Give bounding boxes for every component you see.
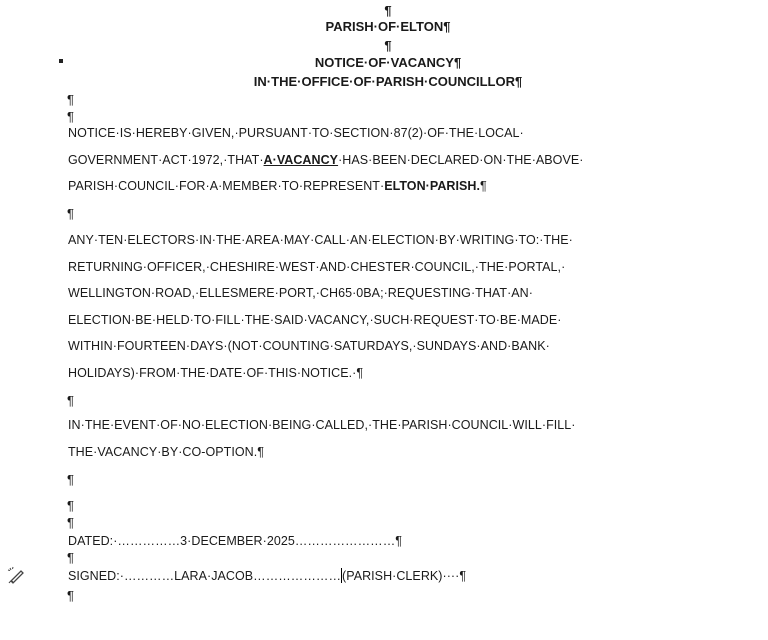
- paragraph-2-line-1: ANY·TEN·ELECTORS·IN·THE·AREA·MAY·CALL·AN·ELECTION·BY·WRITING·TO:·THE·: [68, 233, 573, 247]
- office-title: IN·THE·OFFICE·OF·PARISH·COUNCILLOR¶: [253, 74, 523, 89]
- empty-paragraph: ¶: [67, 472, 74, 487]
- text-run: SIGNED:·…………LARA·JACOB…………………: [68, 569, 342, 583]
- paragraph-3-line-1: IN·THE·EVENT·OF·NO·ELECTION·BEING·CALLED,·THE·PARISH·COUNCIL·WILL·FILL·: [68, 418, 576, 432]
- signed-line: [68, 568, 466, 583]
- text-run: ·HAS·BEEN·DECLARED·ON·THE·ABOVE·: [338, 153, 584, 167]
- paragraph-2-line-6: HOLIDAYS)·FROM·THE·DATE·OF·THIS·NOTICE.·¶: [68, 366, 364, 380]
- paragraph-1-line-1: NOTICE·IS·HEREBY·GIVEN,·PURSUANT·TO·SECTION·87(2)·OF·THE·LOCAL·: [68, 126, 524, 140]
- paragraph-1-line-3: [68, 179, 487, 193]
- empty-paragraph: ¶: [67, 393, 74, 408]
- pilcrow-mark: ¶: [384, 3, 392, 18]
- paragraph-2-line-4: ELECTION·BE·HELD·TO·FILL·THE·SAID·VACANCY,·SUCH·REQUEST·TO·BE·MADE·: [68, 313, 562, 327]
- parish-title: PARISH·OF·ELTON¶: [325, 19, 451, 34]
- empty-paragraph: ¶: [67, 92, 74, 107]
- empty-paragraph: ¶: [67, 498, 74, 513]
- empty-paragraph: ¶: [67, 550, 74, 565]
- text-run: PARISH·COUNCIL·FOR·A·MEMBER·TO·REPRESENT·: [68, 179, 385, 193]
- notice-title: NOTICE·OF·VACANCY¶: [314, 55, 462, 70]
- paragraph-2-line-3: WELLINGTON·ROAD,·ELLESMERE·PORT,·CH65·0BA;·REQUESTING·THAT·AN·: [68, 286, 533, 300]
- parish-name-emphasis: ELTON·PARISH.: [384, 179, 480, 193]
- empty-paragraph: ¶: [67, 206, 74, 221]
- text-run: ¶: [479, 179, 487, 193]
- signature-pen-icon[interactable]: [6, 565, 28, 585]
- empty-paragraph: ¶: [67, 515, 74, 530]
- empty-paragraph: ¶: [67, 588, 74, 603]
- text-run: GOVERNMENT·ACT·1972,·THAT·: [68, 153, 264, 167]
- empty-paragraph: ¶: [67, 109, 74, 124]
- dated-line: DATED:·……………3·DECEMBER·2025……………………¶: [68, 534, 403, 548]
- pilcrow-mark: ¶: [384, 38, 392, 53]
- text-run: (PARISH·CLERK)····¶: [342, 569, 467, 583]
- paragraph-1-line-2: [68, 153, 583, 167]
- paragraph-2-line-5: WITHIN·FOURTEEN·DAYS·(NOT·COUNTING·SATURDAYS,·SUNDAYS·AND·BANK·: [68, 339, 550, 353]
- paragraph-2-line-2: RETURNING·OFFICER,·CHESHIRE·WEST·AND·CHESTER·COUNCIL,·THE·PORTAL,·: [68, 260, 566, 274]
- paragraph-3-line-2: THE·VACANCY·BY·CO-OPTION.¶: [68, 445, 264, 459]
- vacancy-emphasis: A·VACANCY: [263, 153, 339, 167]
